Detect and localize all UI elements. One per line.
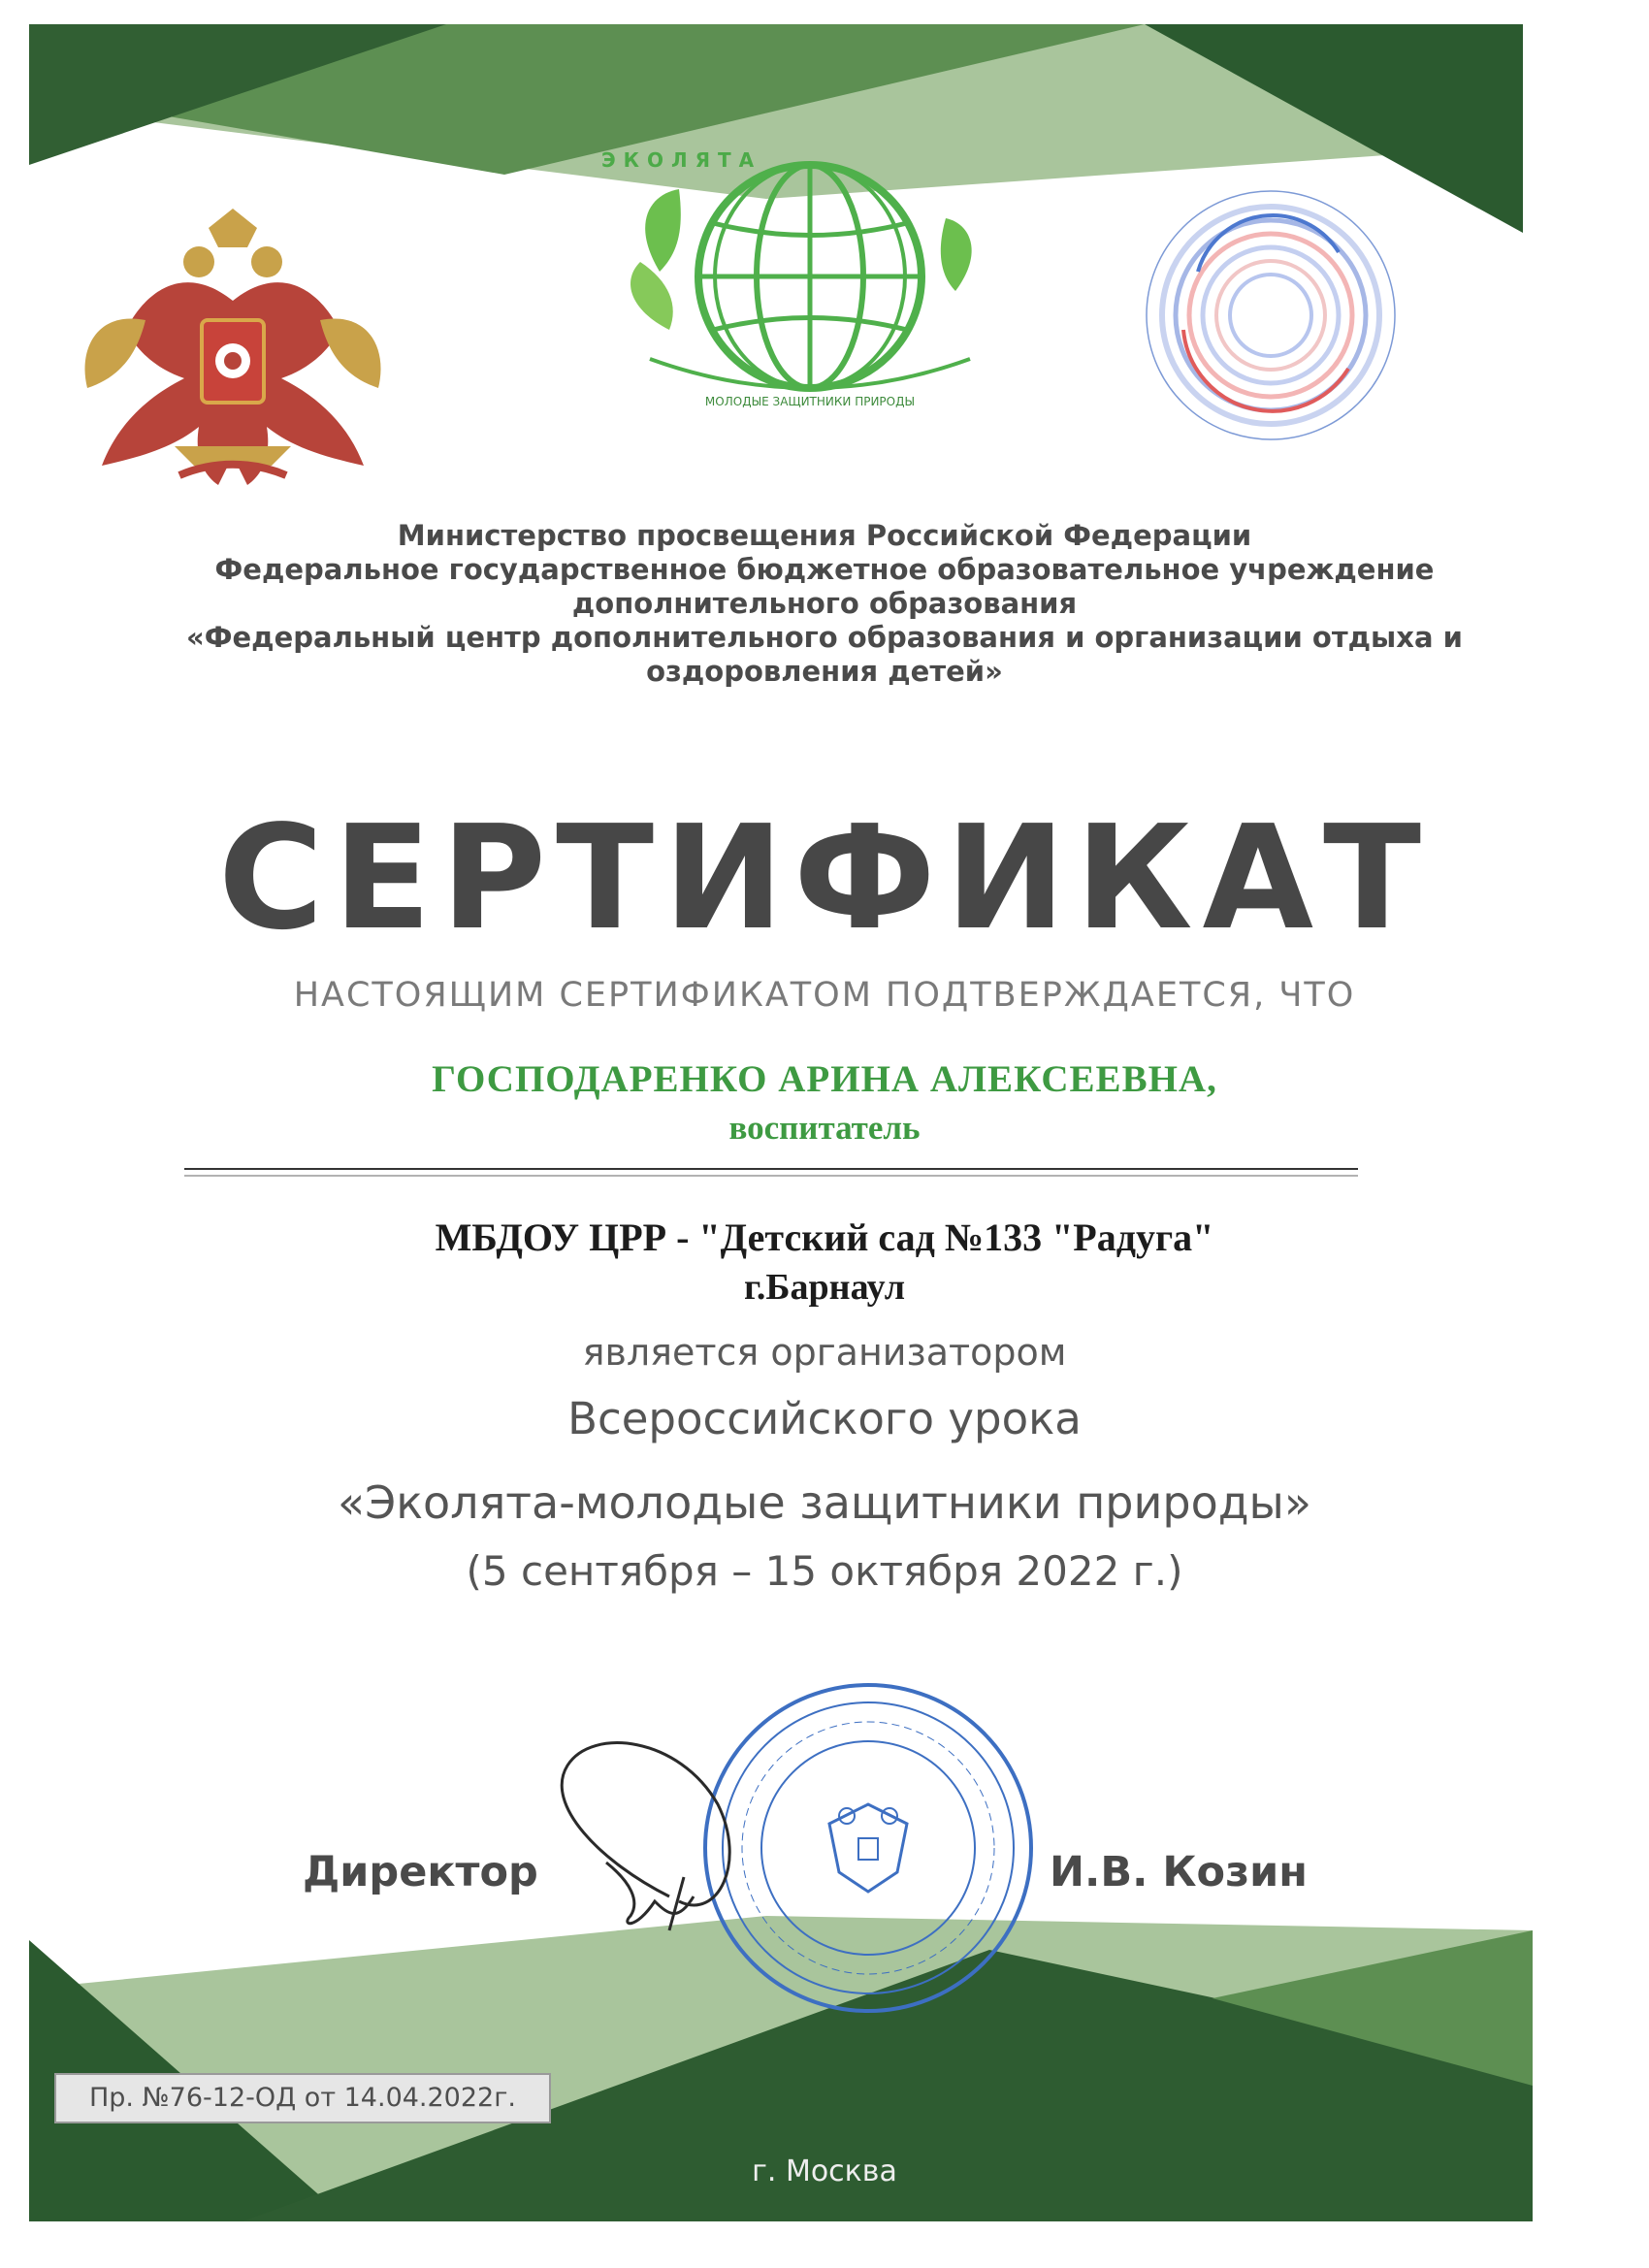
role-text: является организатором xyxy=(582,1331,1067,1374)
ekolyata-logo-label: ЭКОЛЯТА xyxy=(601,148,762,172)
city-label: г. Москва xyxy=(752,2155,897,2188)
order-number: Пр. №76-12-ОД от 14.04.2022г. xyxy=(54,2073,551,2123)
organization-city: г.Барнаул xyxy=(743,1267,906,1308)
event-dates: (5 сентября – 15 октября 2022 г.) xyxy=(466,1547,1183,1595)
recipient-name: ГОСПОДАРЕНКО АРИНА АЛЕКСЕЕВНА, xyxy=(432,1058,1217,1100)
certificate-title: СЕРТИФИКАТ xyxy=(217,794,1432,961)
issuer-line: Федеральное государственное бюджетное образовательное учреждение xyxy=(214,553,1435,586)
ekolyata-globe-icon xyxy=(630,165,972,388)
issuer-line: Министерство просвещения Российской Федерации xyxy=(397,519,1252,552)
signature-role: Директор xyxy=(303,1848,538,1896)
recipient-position: воспитатель xyxy=(728,1109,921,1147)
issuer-line: дополнительного образования xyxy=(571,587,1078,620)
svg-text:МОЛОДЫЕ ЗАЩИТНИКИ ПРИРОДЫ: МОЛОДЫЕ ЗАЩИТНИКИ ПРИРОДЫ xyxy=(704,395,916,408)
organization-name: МБДОУ ЦРР - "Детский сад №133 "Радуга" xyxy=(435,1215,1214,1259)
signature-name: И.В. Козин xyxy=(1050,1848,1308,1896)
event-title: «Эколята-молодые защитники природы» xyxy=(337,1476,1311,1529)
event-line: Всероссийского урока xyxy=(567,1393,1082,1444)
eagle-emblem-icon xyxy=(85,209,381,485)
issuer-line: «Федеральный центр дополнительного образования и организации отдыха и xyxy=(186,621,1463,654)
issuer-line: оздоровления детей» xyxy=(646,655,1003,688)
issuer-block xyxy=(0,519,1649,689)
certificate-subtitle: НАСТОЯЩИМ СЕРТИФИКАТОМ ПОДТВЕРЖДАЕТСЯ, ЧТО xyxy=(293,976,1356,1015)
federal-center-logo-icon xyxy=(1147,191,1395,439)
